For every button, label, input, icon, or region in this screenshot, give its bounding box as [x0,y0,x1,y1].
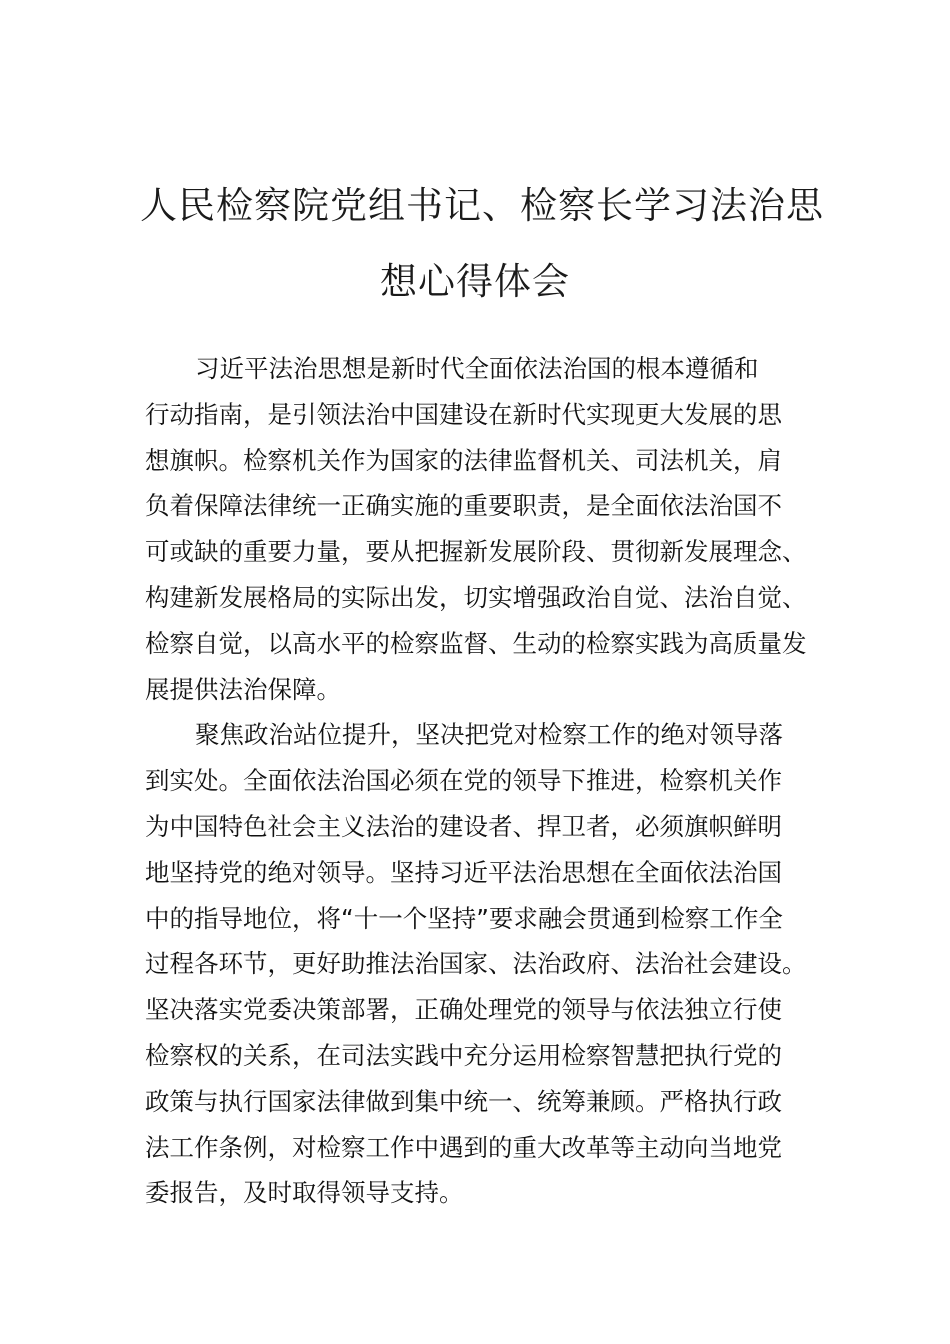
paragraph-line: 可或缺的重要力量，要从把握新发展阶段、贯彻新发展理念、 [145,537,807,567]
paragraph-line: 展提供法治保障。 [145,674,341,704]
paragraph-line: 政策与执行国家法律做到集中统一、统筹兼顾。严格执行政 [145,1086,782,1116]
title-line: 想心得体会 [380,260,570,303]
paragraph-line: 想旗帜。检察机关作为国家的法律监督机关、司法机关，肩 [145,445,782,475]
paragraph-line: 构建新发展格局的实际出发，切实增强政治自觉、法治自觉、 [145,582,807,612]
paragraph-line: 委报告，及时取得领导支持。 [145,1178,464,1208]
paragraph-2 [145,712,825,1216]
paragraph-line: 到实处。全面依法治国必须在党的领导下推进，检察机关作 [145,766,782,796]
paragraph-line: 法工作条例，对检察工作中遇到的重大改革等主动向当地党 [145,1132,782,1162]
paragraph-line: 检察自觉，以高水平的检察监督、生动的检察实践为高质量发 [145,628,807,658]
paragraph-line: 为中国特色社会主义法治的建设者、捍卫者，必须旗帜鲜明 [145,811,782,841]
paragraph-line: 检察权的关系，在司法实践中充分运用检察智慧把执行党的 [145,1040,782,1070]
paragraph-line: 负着保障法律统一正确实施的重要职责，是全面依法治国不 [145,491,782,521]
paragraph-line: 坚决落实党委决策部署，正确处理党的领导与依法独立行使 [145,995,782,1025]
paragraph-line: 聚焦政治站位提升，坚决把党对检察工作的绝对领导落 [195,720,783,750]
paragraph-line: 习近平法治思想是新时代全面依法治国的根本遵循和 [195,354,759,383]
paragraph-1 [145,346,825,712]
document-body [145,346,825,1216]
title-line: 人民检察院党组书记、检察长学习法治思 [140,184,824,227]
paragraph-line: 地坚持党的绝对领导。坚持习近平法治思想在全面依法治国 [145,857,782,887]
paragraph-line: 行动指南，是引领法治中国建设在新时代实现更大发展的思 [145,399,782,429]
paragraph-line: 过程各环节，更好助推法治国家、法治政府、法治社会建设。 [145,949,807,979]
document-title [140,168,824,320]
paragraph-line: 中的指导地位，将“十一个坚持”要求融会贯通到检察工作全 [145,903,783,933]
